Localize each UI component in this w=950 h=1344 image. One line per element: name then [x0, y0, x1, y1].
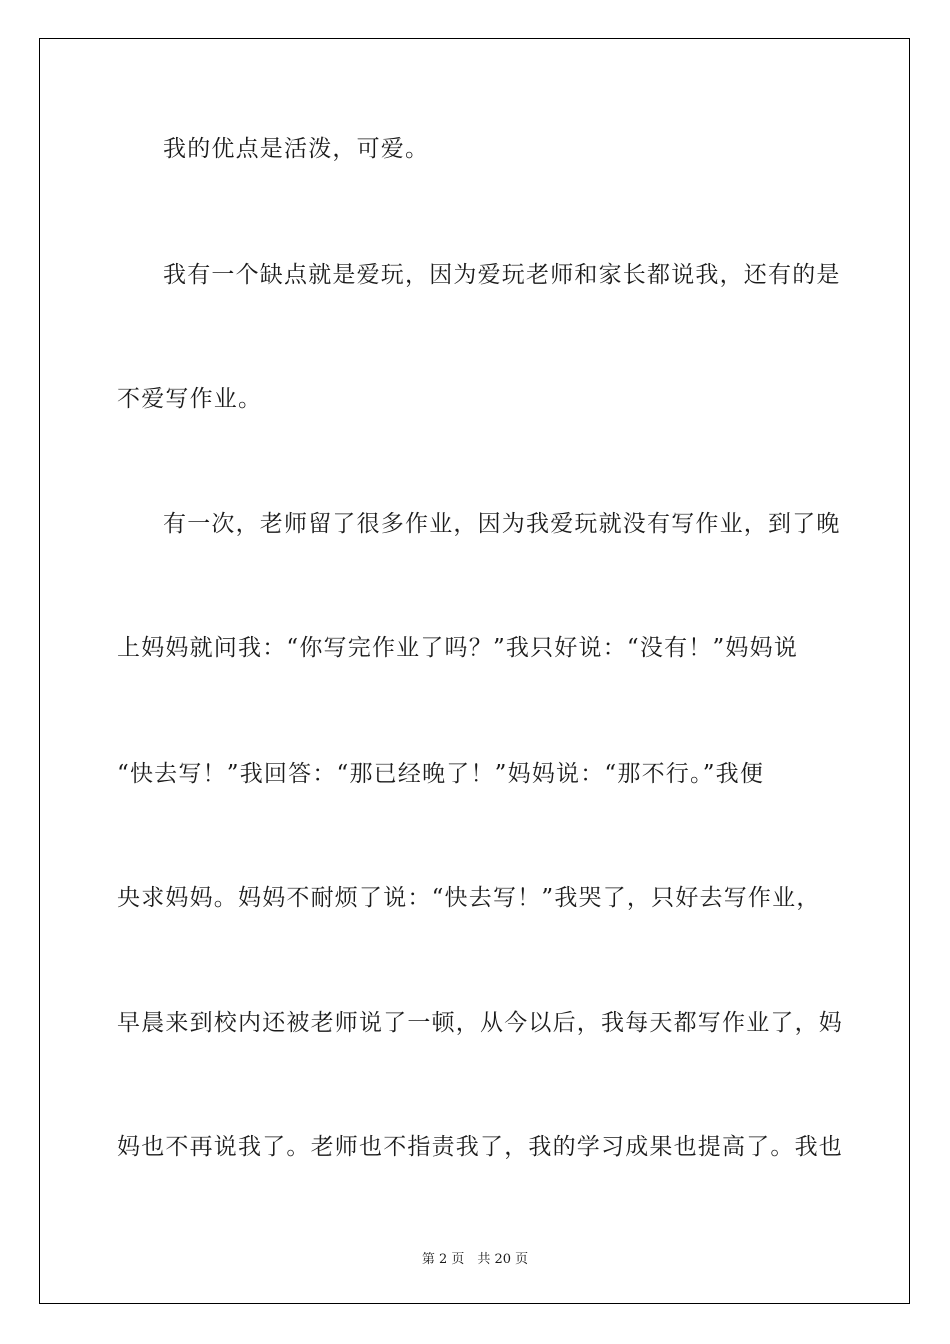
paragraph-line: “快去写！”我回答：“那已经晚了！”妈妈说：“那不行。”我便: [117, 761, 765, 787]
paragraph-line: 上妈妈就问我：“你写完作业了吗？”我只好说：“没有！”妈妈说: [117, 635, 799, 661]
paragraph-line: 妈也不再说我了。老师也不指责我了，我的学习成果也提高了。我也: [117, 1134, 843, 1160]
page-number: 第 2 页 共 20 页: [421, 1252, 529, 1267]
paragraph-line: 我有一个缺点就是爱玩，因为爱玩老师和家长都说我，还有的是: [163, 262, 841, 288]
paragraph-line: 不爱写作业。: [117, 386, 263, 412]
paragraph-line: 有一次，老师留了很多作业，因为我爱玩就没有写作业，到了晚: [163, 511, 841, 537]
page-border: [39, 38, 910, 1304]
paragraph-line: 早晨来到校内还被老师说了一顿，从今以后，我每天都写作业了，妈: [117, 1010, 843, 1036]
paragraph-line: 央求妈妈。妈妈不耐烦了说：“快去写！”我哭了，只好去写作业，: [117, 885, 821, 911]
paragraph-line: 我的优点是活泼，可爱。: [163, 136, 430, 162]
